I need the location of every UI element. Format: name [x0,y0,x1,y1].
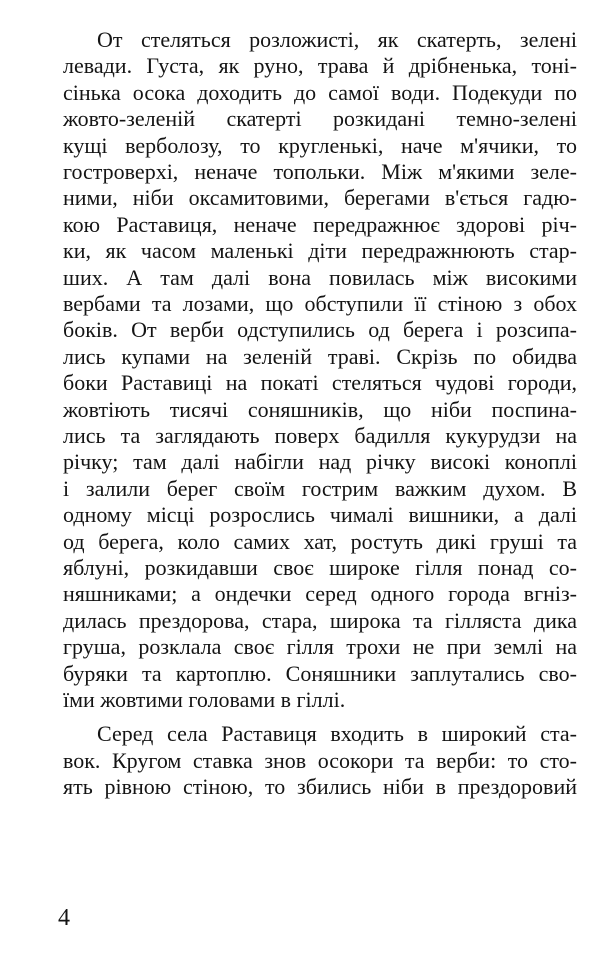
text-line: буряки та картоплю. Соняшники заплутались сво- [63,661,577,686]
text-line: ними, ніби оксамитовими, берегами в'ється гадю- [63,185,577,210]
text-line: Серед села Раставиця входить в широкий ста- [97,721,577,746]
text-line: кущі верболозу, то кругленькі, наче м'ячики, то [63,133,577,158]
text-line: вербами та лозами, що обступили її стіною з обох [63,291,577,316]
page-number: 4 [58,905,70,931]
text-line: ших. А там далі вона повилась між високими [63,265,577,290]
text-line: левади. Густа, як руно, трава й дрібненька, тоні- [63,53,577,78]
text-line: вок. Кругом ставка знов осокори та верби: то сто- [63,748,577,773]
text-line: лись та заглядають поверх бадилля кукурудзи на [63,423,577,448]
text-line: од берега, коло самих хат, ростуть дикі груші та [63,529,577,554]
text-line: їми жовтими головами в гіллі. [63,687,346,712]
text-line: жовтіють тисячі соняшників, що ніби поспина- [63,397,577,422]
text-line: няшниками; а ондечки серед одного города вгніз- [63,581,577,606]
text-line: ки, як часом маленькі діти передражнюють стар- [63,238,577,263]
text-line: яблуні, розкидавши своє широке гілля понад со- [63,555,577,580]
text-line: лись купами на зеленій траві. Скрізь по обидва [63,344,577,369]
text-line: і залили берег своїм гострим важким духом. В [63,476,577,501]
text-line: груша, розклала своє гілля трохи не при землі на [63,634,577,659]
text-line: сінька осока доходить до самої води. Подекуди по [63,80,577,105]
text-line: жовто-зеленій скатерті розкидані темно-зелені [63,106,577,131]
text-line: От стеляться розложисті, як скатерть, зелені [97,27,577,52]
text-line: гостроверхі, неначе топольки. Між м'якими зеле- [63,159,577,184]
text-line: дилась прездорова, стара, широка та гілляста дика [63,608,577,633]
text-line: ять рівною стіною, то збились ніби в прездоровий [63,774,577,799]
text-line: боки Раставиці на покаті стеляться чудові городи, [63,370,577,395]
text-line: річку; там далі набігли над річку високі коноплі [63,449,577,474]
text-line: одному місці розрослись чималі вишники, а далі [63,502,577,527]
text-line: кою Раставиця, неначе передражнює здорові річ- [63,212,577,237]
text-line: боків. От верби одступились од берега і розсипа- [63,317,577,342]
